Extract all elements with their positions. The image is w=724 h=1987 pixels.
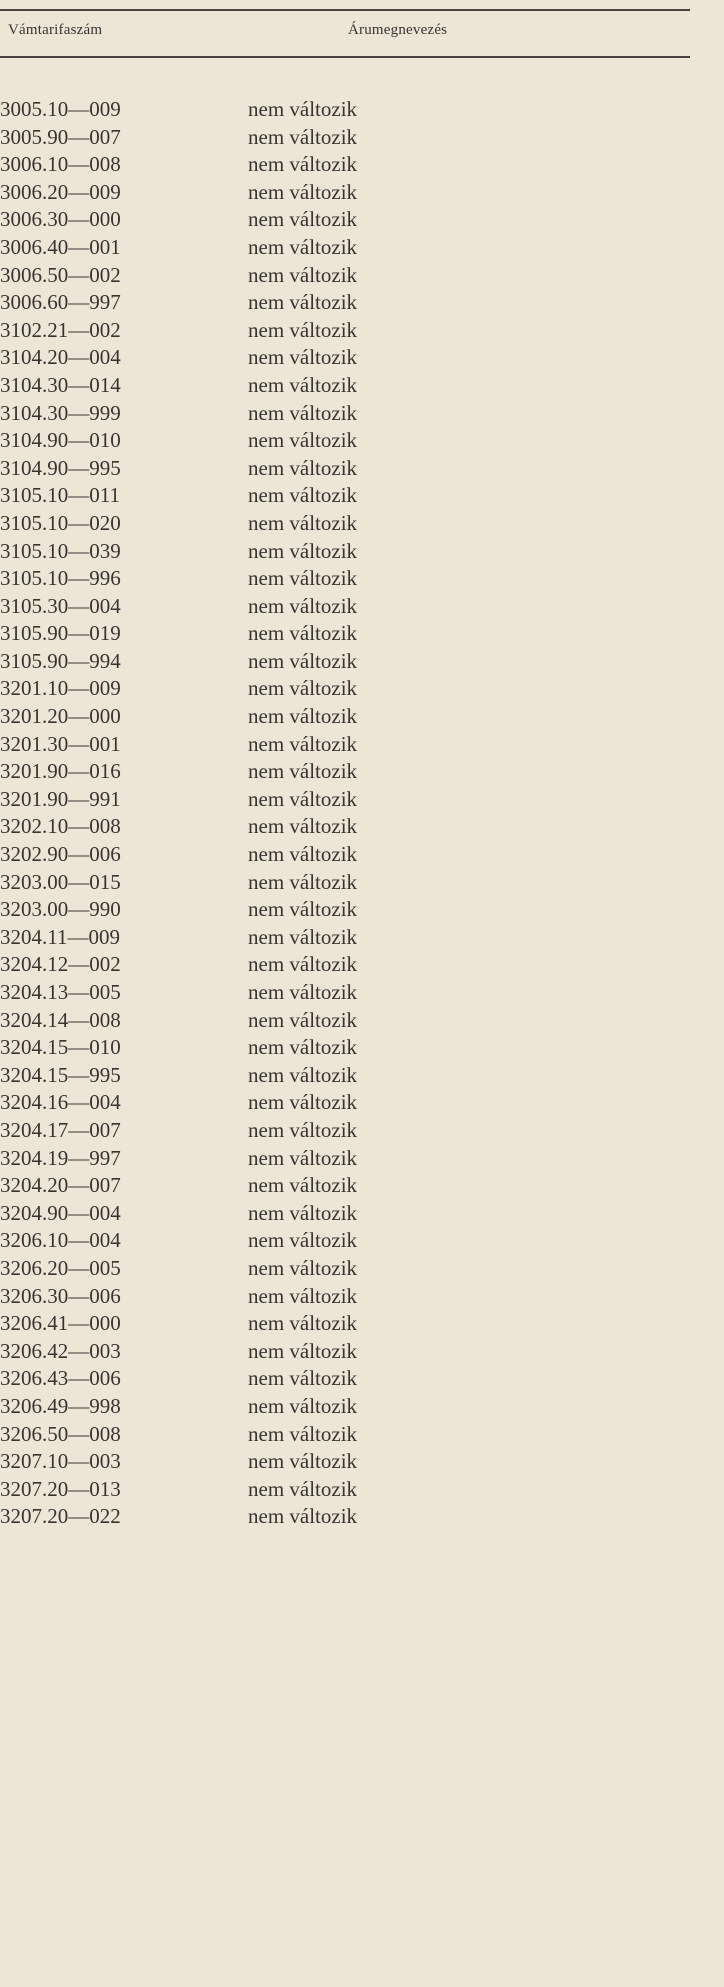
goods-description: nem változik [248,152,358,177]
table-row [0,813,690,841]
table-row [0,703,690,731]
table-row [0,427,690,455]
tariff-code: 3105.10—039 [0,538,121,563]
table-row [0,593,690,621]
tariff-code: 3201.10—009 [0,676,121,701]
goods-description: nem változik [248,1228,358,1253]
goods-description: nem változik [248,704,358,729]
goods-description: nem változik [248,317,358,342]
goods-description: nem változik [248,97,358,121]
tariff-code: 3006.10—008 [0,152,121,177]
table-row [0,565,690,593]
tariff-table-body [0,96,690,1531]
table-row [0,648,690,676]
table-row [0,1062,690,1090]
tariff-code: 3204.11—009 [0,924,120,949]
goods-description: nem változik [248,372,358,397]
goods-description: nem változik [248,179,358,204]
table-row [0,1310,690,1338]
goods-description: nem változik [248,621,358,646]
tariff-code: 3204.15—995 [0,1062,121,1087]
table-row [0,786,690,814]
tariff-code: 3006.50—002 [0,262,121,287]
tariff-code: 3105.10—996 [0,566,121,591]
table-row [0,1365,690,1393]
goods-description: nem változik [248,234,358,259]
goods-description: nem változik [248,1476,358,1501]
table-row [0,344,690,372]
goods-description: nem változik [248,897,358,922]
tariff-code: 3005.10—009 [0,97,121,121]
table-row [0,482,690,510]
table-row [0,1476,690,1504]
table-row [0,455,690,483]
table-row [0,1034,690,1062]
goods-description: nem változik [248,483,358,508]
tariff-code: 3206.50—008 [0,1421,121,1446]
table-row [0,1255,690,1283]
tariff-code: 3206.42—003 [0,1338,121,1363]
goods-description: nem változik [248,1145,358,1170]
tariff-code: 3105.90—019 [0,621,121,646]
table-row [0,538,690,566]
goods-description: nem változik [248,814,358,839]
table-row [0,206,690,234]
goods-description: nem változik [248,1338,358,1363]
table-row [0,841,690,869]
goods-description: nem változik [248,924,358,949]
goods-description: nem változik [248,980,358,1004]
tariff-code: 3105.90—994 [0,648,121,673]
goods-description: nem változik [248,759,358,784]
tariff-code: 3204.13—005 [0,980,121,1004]
tariff-code: 3202.90—006 [0,842,121,867]
tariff-code: 3006.60—997 [0,290,121,315]
tariff-code: 3204.15—010 [0,1035,121,1060]
table-row [0,234,690,262]
table-header [0,22,690,46]
table-row [0,317,690,345]
tariff-code: 3201.90—016 [0,759,121,784]
goods-description: nem változik [248,1311,358,1336]
table-row [0,96,690,124]
goods-description: nem változik [248,428,358,453]
goods-description: nem változik [248,842,358,867]
goods-description: nem változik [248,1283,358,1308]
table-row [0,372,690,400]
tariff-code: 3206.30—006 [0,1283,121,1308]
tariff-code: 3206.10—004 [0,1228,121,1253]
table-row [0,400,690,428]
table-row [0,1200,690,1228]
goods-description: nem változik [248,1255,358,1280]
table-row [0,124,690,152]
table-row [0,979,690,1007]
goods-description: nem változik [248,952,358,977]
goods-description: nem változik [248,345,358,370]
table-row [0,1227,690,1255]
table-row [0,1145,690,1173]
goods-description: nem változik [248,1062,358,1087]
table-row [0,675,690,703]
table-row [0,924,690,952]
goods-description: nem változik [248,1366,358,1391]
goods-description: nem változik [248,207,358,232]
tariff-code: 3204.16—004 [0,1090,121,1115]
goods-description: nem változik [248,593,358,618]
tariff-code: 3204.12—002 [0,952,121,977]
tariff-code: 3203.00—015 [0,869,121,894]
tariff-code: 3104.30—014 [0,372,121,397]
goods-description: nem változik [248,566,358,591]
table-row [0,1007,690,1035]
tariff-code: 3203.00—990 [0,897,121,922]
table-row [0,1503,690,1531]
tariff-code: 3207.20—022 [0,1504,121,1529]
table-row [0,758,690,786]
goods-description: nem változik [248,290,358,315]
goods-description: nem változik [248,1393,358,1418]
tariff-code: 3201.30—001 [0,731,121,756]
table-row [0,1421,690,1449]
table-row [0,620,690,648]
table-row [0,1448,690,1476]
goods-description: nem változik [248,1090,358,1115]
table-row [0,1172,690,1200]
table-row [0,951,690,979]
goods-description: nem változik [248,786,358,811]
goods-description: nem változik [248,1173,358,1198]
goods-description: nem változik [248,1200,358,1225]
tariff-code: 3105.10—011 [0,483,120,508]
goods-description: nem változik [248,869,358,894]
goods-description: nem változik [248,1449,358,1474]
tariff-code: 3207.20—013 [0,1476,121,1501]
goods-description: nem változik [248,648,358,673]
goods-description: nem változik [248,400,358,425]
table-row [0,1283,690,1311]
tariff-code: 3201.90—991 [0,786,121,811]
tariff-code: 3005.90—007 [0,124,121,149]
table-row [0,289,690,317]
table-row [0,179,690,207]
goods-description: nem változik [248,1117,358,1142]
table-row [0,1338,690,1366]
tariff-code: 3204.14—008 [0,1007,121,1032]
tariff-code: 3204.90—004 [0,1200,121,1225]
tariff-code: 3105.30—004 [0,593,121,618]
table-row [0,151,690,179]
tariff-code: 3104.20—004 [0,345,121,370]
tariff-code: 3102.21—002 [0,317,121,342]
header-goods-description: Árumegnevezés [348,22,448,38]
table-row [0,1117,690,1145]
goods-description: nem változik [248,1421,358,1446]
tariff-code: 3201.20—000 [0,704,121,729]
table-row [0,1393,690,1421]
tariff-code: 3207.10—003 [0,1449,121,1474]
goods-description: nem változik [248,1504,358,1529]
goods-description: nem változik [248,455,358,480]
goods-description: nem változik [248,1007,358,1032]
tariff-code: 3104.90—010 [0,428,121,453]
goods-description: nem változik [248,676,358,701]
table-row [0,896,690,924]
goods-description: nem változik [248,510,358,535]
tariff-code: 3204.17—007 [0,1117,121,1142]
tariff-code: 3104.90—995 [0,455,121,480]
tariff-code: 3105.10—020 [0,510,121,535]
goods-description: nem változik [248,731,358,756]
table-row [0,262,690,290]
goods-description: nem változik [248,124,358,149]
table-row [0,731,690,759]
tariff-code: 3206.41—000 [0,1311,121,1336]
header-top-rule [0,9,690,11]
tariff-code: 3202.10—008 [0,814,121,839]
tariff-code: 3206.43—006 [0,1366,121,1391]
header-tariff-number: Vámtarifaszám [8,22,103,38]
header-bottom-rule [0,56,690,58]
goods-description: nem változik [248,262,358,287]
goods-description: nem változik [248,538,358,563]
table-row [0,869,690,897]
goods-description: nem változik [248,1035,358,1060]
table-row [0,1089,690,1117]
tariff-code: 3206.49—998 [0,1393,121,1418]
tariff-code: 3006.30—000 [0,207,121,232]
tariff-code: 3206.20—005 [0,1255,121,1280]
tariff-code: 3006.40—001 [0,234,121,259]
tariff-code: 3204.20—007 [0,1173,121,1198]
tariff-code: 3006.20—009 [0,179,121,204]
table-row [0,510,690,538]
tariff-code: 3204.19—997 [0,1145,121,1170]
tariff-code: 3104.30—999 [0,400,121,425]
